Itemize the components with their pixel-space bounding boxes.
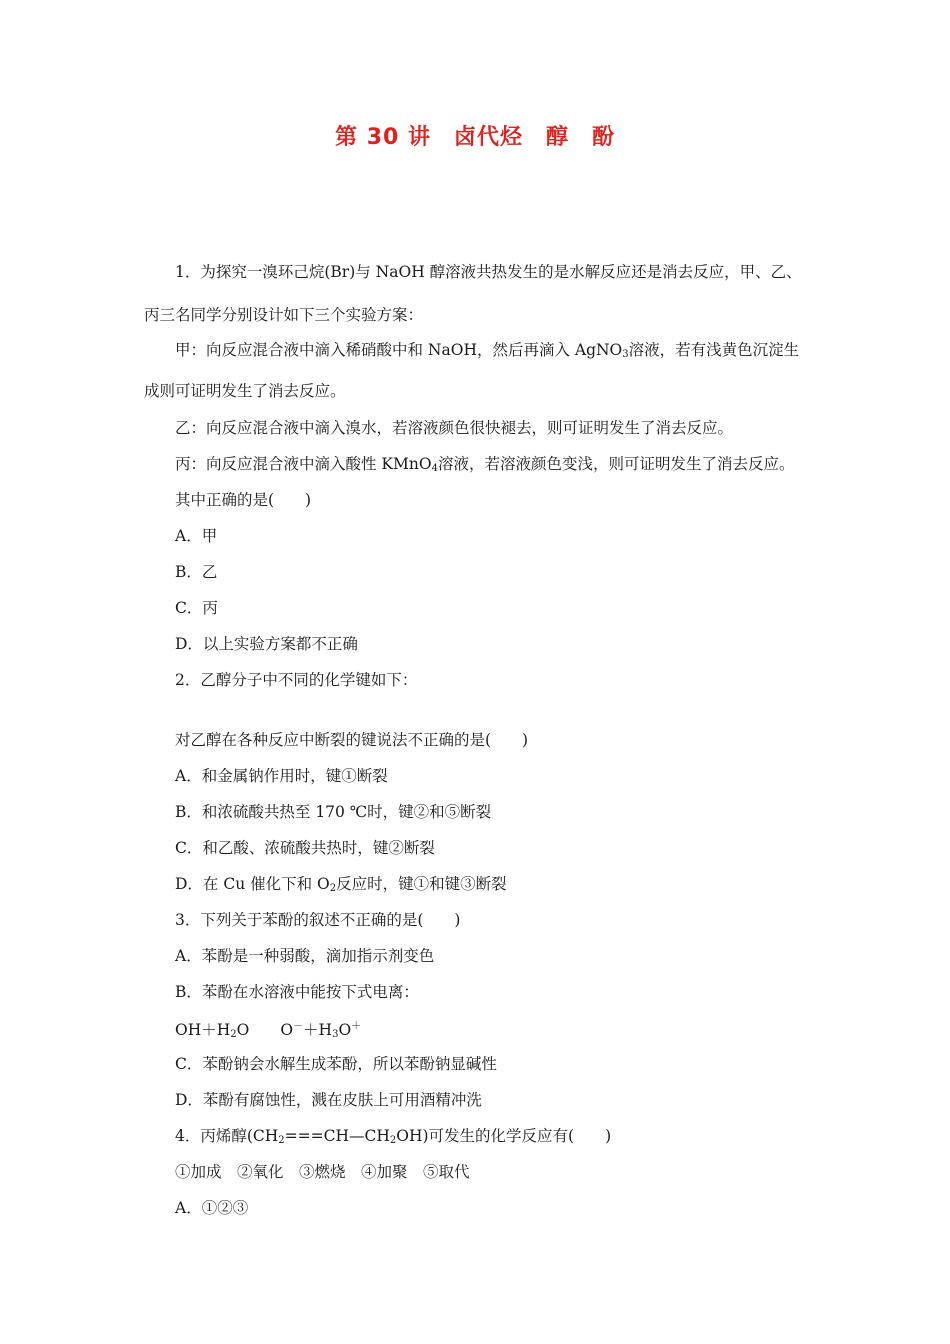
q1-option-b: B．乙 [175, 563, 218, 581]
q3-option-d: D．苯酚有腐蚀性，溅在皮肤上可用酒精冲洗 [175, 1091, 482, 1109]
q1-stem-line2: 丙三名同学分别设计如下三个实验方案： [144, 306, 424, 324]
q1-plan-yi: 乙：向反应混合液中滴入溴水，若溶液颜色很快褪去，则可证明发生了消去反应。 [175, 419, 734, 437]
q2-option-d: D．在 Cu 催化下和 $O_2$反应时，键①和键③断裂 [175, 875, 507, 894]
q1-option-c: C．丙 [175, 599, 218, 617]
q3-ionization-equation: $OH+H_2O$ $O^-+H_3O^+$ [175, 1021, 362, 1040]
q2-option-b: B．和浓硫酸共热至 170 ℃时，键②和⑤断裂 [175, 803, 492, 821]
q4-reaction-list: ①加成 ②氧化 ③燃烧 ④加聚 ⑤取代 [175, 1163, 470, 1181]
q1-plan-jia: 甲：向反应混合液中滴入稀硝酸中和 NaOH，然后再滴入 AgNO$_3$溶液，若有浅黄色沉淀生 [175, 341, 800, 360]
q1-stem-line1: 1．为探究一溴环己烷(Br)与 NaOH 醇溶液共热发生的是水解反应还是消去反应，甲、乙、 [175, 263, 802, 281]
q1-plan-bing: 丙：向反应混合液中滴入酸性 KMnO$_4$溶液，若溶液颜色变浅，则可证明发生了消去反应。 [175, 455, 795, 474]
q2-stem: 2．乙醇分子中不同的化学键如下： [175, 671, 418, 689]
page-title: 第 30 讲 卤代烃 醇 酚 [335, 125, 615, 150]
q1-option-d: D．以上实验方案都不正确 [175, 635, 358, 653]
q4-option-a: A．①②③ [175, 1199, 249, 1217]
q3-stem: 3．下列关于苯酚的叙述不正确的是( ) [175, 911, 461, 929]
q2-question: 对乙醇在各种反应中断裂的键说法不正确的是( ) [175, 731, 529, 749]
q3-option-a: A．苯酚是一种弱酸，滴加指示剂变色 [175, 947, 435, 965]
q3-option-b: B．苯酚在水溶液中能按下式电离： [175, 983, 419, 1001]
q1-question: 其中正确的是( ) [175, 491, 312, 509]
q3-option-c: C．苯酚钠会水解生成苯酚，所以苯酚钠显碱性 [175, 1055, 497, 1073]
q1-plan-jia-line2: 成则可证明发生了消去反应。 [144, 382, 346, 400]
q2-option-a: A．和金属钠作用时，键①断裂 [175, 767, 388, 785]
q1-option-a: A．甲 [175, 527, 218, 545]
q4-stem: 4．丙烯醇$(CH_2===CH—CH_2OH)$可发生的化学反应有( ) [175, 1127, 612, 1146]
q2-option-c: C．和乙酸、浓硫酸共热时，键②断裂 [175, 839, 435, 857]
